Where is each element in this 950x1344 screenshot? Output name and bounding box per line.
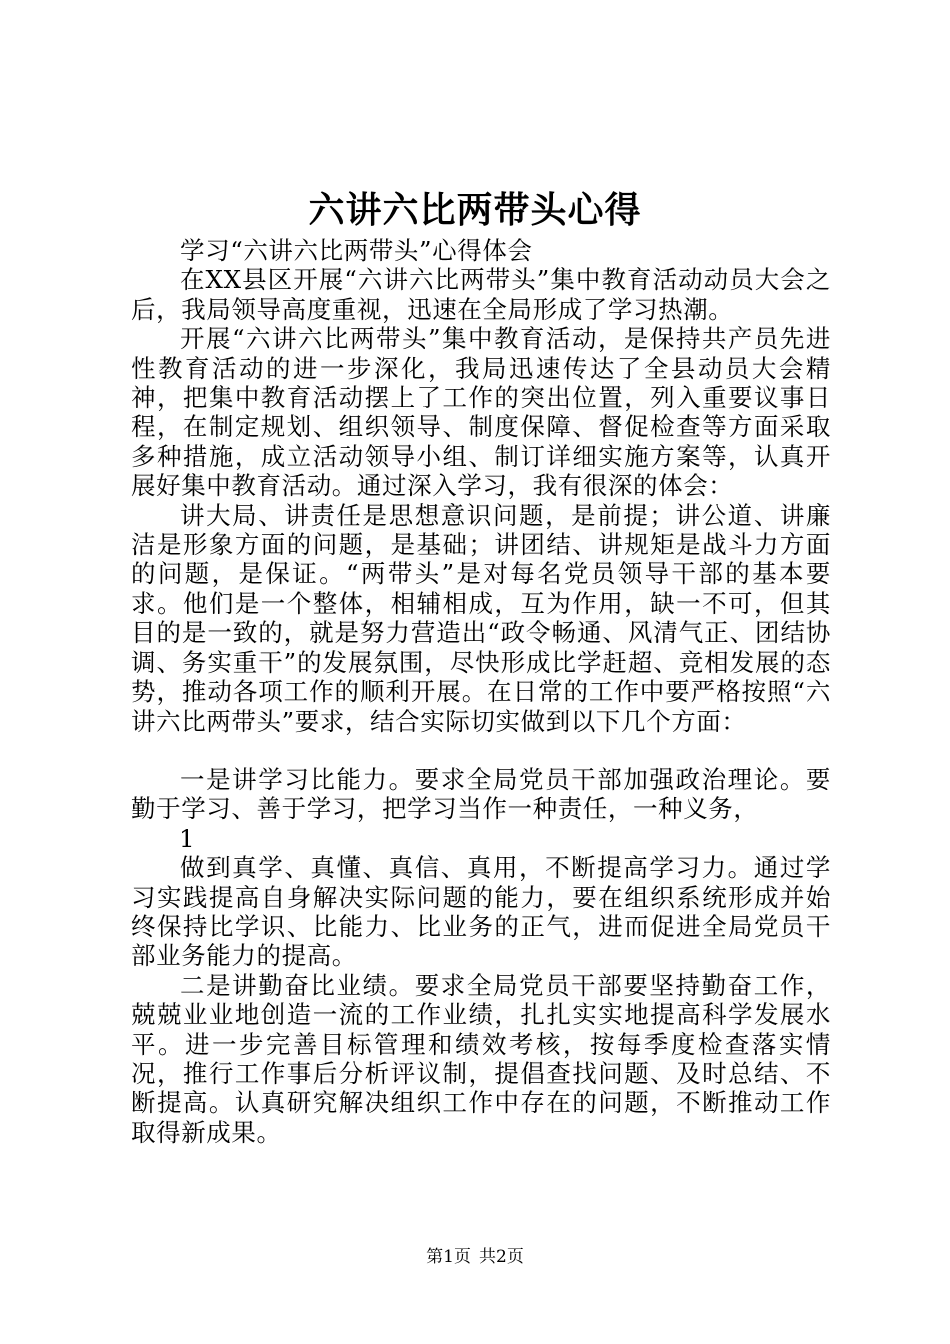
document-title: 六讲六比两带头心得 xyxy=(308,189,642,231)
paragraph: 开展“六讲六比两带头”集中教育活动，是保持共产员先进性教育活动的进一步深化，我局迅速传达了全县动员大会精神，把集中教育活动摆上了工作的突出位置，列入重要议事日程，在制定规划、组织领导、制度保障、督促检查等方面采取多种措施，成立活动领导小组、制订详细实施方案等，认真开展好集中教育活动。通过深入学习，我有很深的体会： xyxy=(131,324,831,501)
paragraph: 做到真学、真懂、真信、真用，不断提高学习力。通过学习实践提高自身解决实际问题的能力，要在组织系统形成并始终保持比学识、比能力、比业务的正气，进而促进全局党员干部业务能力的提高。 xyxy=(131,853,831,971)
paragraph: 在XX县区开展“六讲六比两带头”集中教育活动动员大会之后，我局领导高度重视，迅速在全局形成了学习热潮。 xyxy=(131,265,831,324)
footer-page-current: 第1页 xyxy=(426,1247,471,1267)
subtitle-paragraph: 学习“六讲六比两带头”心得体会 xyxy=(180,236,533,265)
page-footer xyxy=(0,1246,950,1268)
footer-page-total: 共2页 xyxy=(479,1247,524,1267)
document-body xyxy=(131,236,831,1147)
paragraph: 讲大局、讲责任是思想意识问题，是前提；讲公道、讲廉洁是形象方面的问题，是基础；讲团结、讲规矩是战斗力方面的问题，是保证。“两带头”是对每名党员领导干部的基本要求。他们是一个整体，相辅相成，互为作用，缺一不可，但其目的是一致的，就是努力营造出“政令畅通、风清气正、团结协调、务实重干”的发展氛围，尽快形成比学赶超、竞相发展的态势，推动各项工作的顺利开展。在日常的工作中要严格按照“六讲六比两带头”要求，结合实际切实做到以下几个方面： xyxy=(131,500,831,736)
paragraph: 一是讲学习比能力。要求全局党员干部加强政治理论。要勤于学习、善于学习，把学习当作一种责任，一种义务， xyxy=(131,764,831,824)
inline-page-number: 1 xyxy=(179,823,196,853)
paragraph: 二是讲勤奋比业绩。要求全局党员干部要坚持勤奋工作，兢兢业业地创造一流的工作业绩，扎扎实实地提高科学发展水平。进一步完善目标管理和绩效考核，按每季度检查落实情况，推行工作事后分析评议制，提倡查找问题、及时总结、不断提高。认真研究解决组织工作中存在的问题，不断推动工作取得新成果。 xyxy=(131,970,831,1147)
